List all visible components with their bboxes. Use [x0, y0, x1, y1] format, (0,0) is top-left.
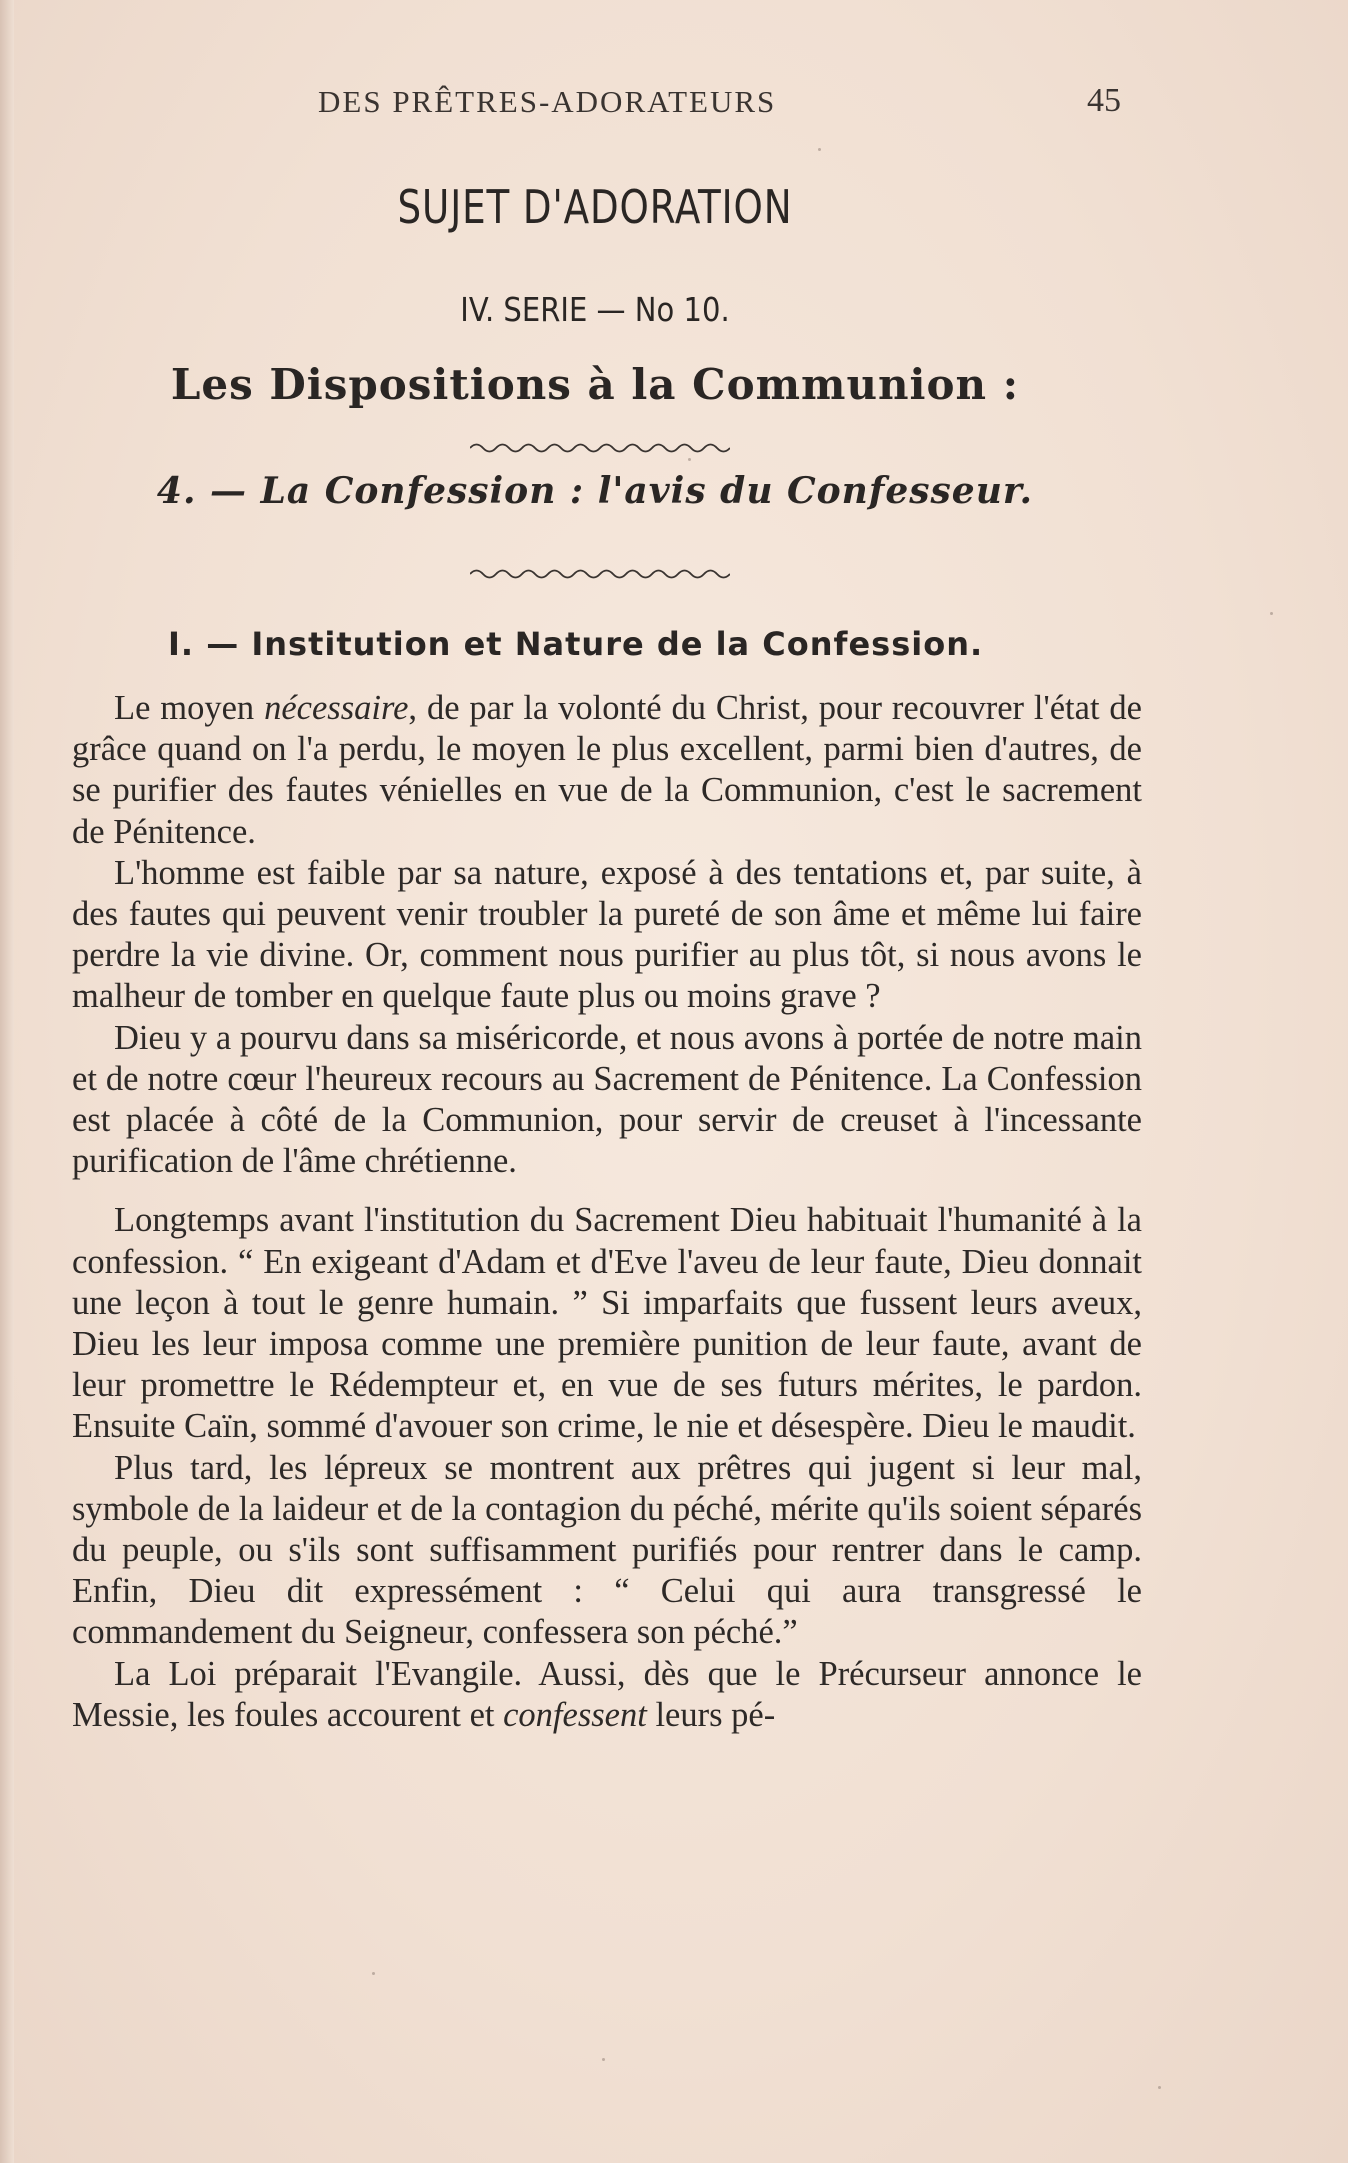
- page-binding-edge: [0, 0, 14, 2163]
- paper-speck: [1270, 612, 1273, 615]
- paragraph: Plus tard, les lépreux se montrent aux prêtres qui jugent si leur mal, symbole de la laideur et de la contagion du péché, mérite qu'ils soient séparés du peuple, ou s'ils sont suffisamment purifiés pour rentrer dans le camp. Enfin, Dieu dit expressément : “ Celui qui aura transgressé le commandement du Seigneur, confessera son péché.”: [72, 1448, 1142, 1652]
- page-number: 45: [1087, 82, 1121, 119]
- paragraph-text: leurs pé-: [646, 1695, 776, 1734]
- paragraph: L'homme est faible par sa nature, exposé à des tentations et, par suite, à des fautes qui peuvent venir troubler la pureté de son âme et même lui faire perdre la vie divine. Or, comment nous purifier au plus tôt, si nous avons le malheur de tomber en quelque faute plus ou moins grave ?: [72, 853, 1142, 1016]
- emphasized-word: nécessaire: [264, 689, 409, 727]
- part-heading: 4. — La Confession : l'avis du Confesseur.: [156, 470, 1034, 512]
- paragraph: [72, 1654, 1142, 1736]
- wavy-rule-ornament: [470, 566, 730, 582]
- paper-speck: [818, 148, 821, 151]
- page-title: SUJET D'ADORATION: [397, 180, 793, 234]
- paragraph: Dieu y a pourvu dans sa miséricorde, et nous avons à portée de notre main et de notre cœur l'heureux recours au Sacrement de Pénitence. La Confession est placée à côté de la Communion, pour servir de creuset à l'incessante purification de l'âme chrétienne.: [72, 1018, 1142, 1181]
- paragraph-text: Le moyen: [114, 689, 265, 727]
- series-line: IV. SERIE — No 10.: [460, 290, 730, 329]
- paper-speck: [372, 1972, 375, 1975]
- emphasized-word: confessent: [503, 1695, 647, 1734]
- running-head: DES PRÊTRES-ADORATEURS: [318, 84, 777, 119]
- paper-speck: [1158, 2086, 1161, 2089]
- paragraph-text: La Loi préparait l'Evangile. Aussi, dès que le Précurseur annonce le Messie, les foules accourent et: [72, 1654, 1142, 1734]
- paragraph-text: , de par la volonté du Christ, pour recouvrer l'état de grâce quand on l'a perdu, le moyen le plus excellent, parmi bien d'autres, de se purifier des fautes vénielles en vue de la Communion, c'est le sacrement de Pénitence.: [72, 689, 1142, 851]
- wavy-rule-ornament: [470, 440, 730, 456]
- paper-speck: [602, 2058, 605, 2061]
- subject-heading: Les Dispositions à la Communion :: [170, 360, 1020, 409]
- body-text: [72, 688, 1142, 1736]
- paragraph: Longtemps avant l'institution du Sacrement Dieu habituait l'humanité à la confession. “ En exigeant d'Adam et d'Eve l'aveu de leur faute, Dieu donnait une leçon à tout le genre humain. ” Si imparfaits que fussent leurs aveux, Dieu les leur imposa comme une première punition de leur faute, avant de leur promettre le Rédempteur et, en vue de ses futurs mérites, le pardon. Ensuite Caïn, sommé d'avouer son crime, le nie et désespère. Dieu le maudit.: [72, 1201, 1142, 1446]
- paper-speck: [688, 458, 691, 461]
- section-heading: I. — Institution et Nature de la Confession.: [168, 625, 984, 663]
- paragraph: [72, 688, 1142, 853]
